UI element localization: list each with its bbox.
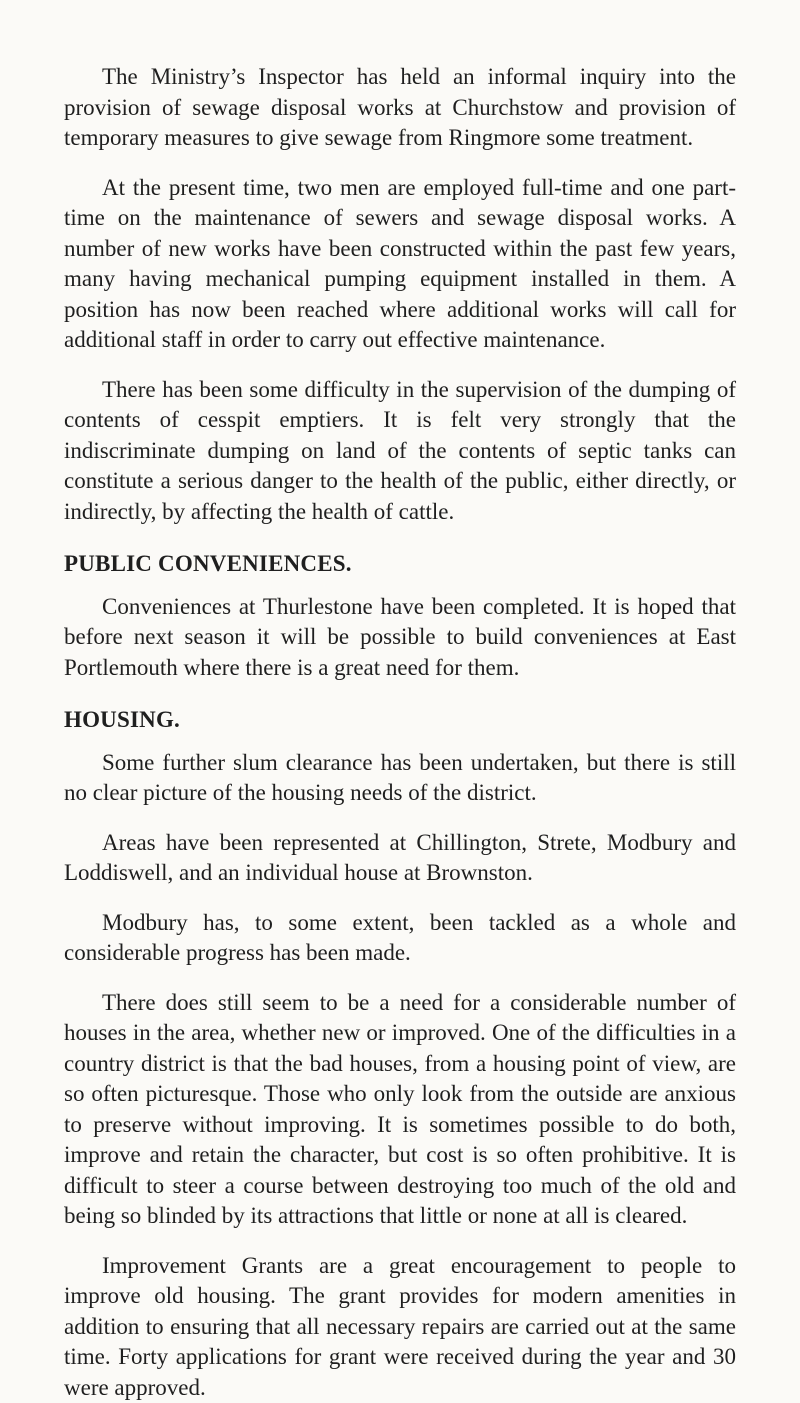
paragraph-spacer: [64, 969, 736, 988]
paragraph-spacer: [64, 889, 736, 908]
paragraph-spacer: [64, 1232, 736, 1251]
section-spacer: [64, 527, 736, 549]
paragraph-modbury-progress: Modbury has, to some extent, been tackled as a whole and considerable progress has been made.: [64, 908, 736, 969]
paragraph-slum-clearance: Some further slum clearance has been undertaken, but there is still no clear picture of the housing needs of the district.: [64, 748, 736, 809]
paragraph-spacer: [64, 356, 736, 375]
paragraph-represented-areas: Areas have been represented at Chillington, Strete, Modbury and Loddiswell, and an individual house at Brownston.: [64, 828, 736, 889]
paragraph-maintenance-staff: At the present time, two men are employed full-time and one part-time on the maintenance of sewers and sewage disposal works. A number of new works have been constructed within the past few years, many having mechanical pumping equipment installed in them. A position has now been reached where additional works will call for additional staff in order to carry out effective maintenance.: [64, 173, 736, 356]
paragraph-spacer: [64, 154, 736, 173]
paragraph-housing-need: There does still seem to be a need for a considerable number of houses in the area, whether new or improved. One of the difficulties in a country district is that the bad houses, from a housing point of view, are so often picturesque. Those who only look from the outside are anxious to preserve without improving. It is sometimes possible to do both, improve and retain the character, but cost is so often prohibitive. It is difficult to steer a course between destroying too much of the old and being so blinded by its attractions that little or none at all is cleared.: [64, 988, 736, 1232]
heading-spacer: [64, 580, 736, 592]
section-heading-housing: HOUSING.: [64, 705, 736, 736]
paragraph-improvement-grants: Improvement Grants are a great encouragement to people to improve old housing. The grant provides for modern amenities in addition to ensuring that all necessary repairs are carried out at the same time. Forty applications for grant were received during the year and 30 were approved.: [64, 1251, 736, 1403]
paragraph-inquiry: The Ministry’s Inspector has held an informal inquiry into the provision of sewage disposal works at Churchstow and provision of temporary measures to give sewage from Ringmore some treatment.: [64, 62, 736, 154]
section-heading-public-conveniences: PUBLIC CONVENIENCES.: [64, 549, 736, 580]
section-spacer: [64, 683, 736, 705]
paragraph-spacer: [64, 809, 736, 828]
paragraph-cesspit-dumping: There has been some difficulty in the supervision of the dumping of contents of cesspit emptiers. It is felt very strongly that the indiscriminate dumping on land of the contents of septic tanks can constitute a serious danger to the health of the public, either directly, or indirectly, by affecting the health of cattle.: [64, 375, 736, 528]
paragraph-conveniences: Conveniences at Thurlestone have been completed. It is hoped that before next season it will be possible to build conveniences at East Portlemouth where there is a great need for them.: [64, 592, 736, 684]
heading-spacer: [64, 736, 736, 748]
